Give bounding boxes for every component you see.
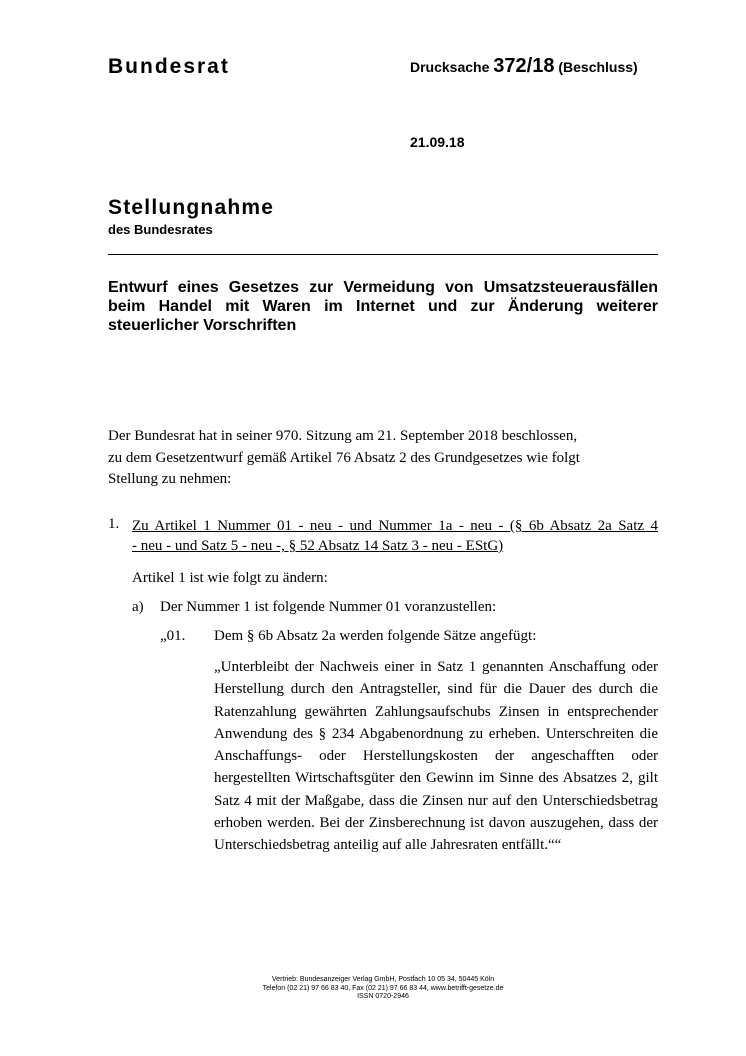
document-date: 21.09.18 [410,134,465,150]
footer-line: ISSN 0720-2946 [357,993,409,1001]
item-heading-line: Zu Artikel 1 Nummer 01 - neu - und Nummer 1a - neu - (§ 6b Absatz 2a Satz 4 [132,518,658,534]
intro-line: Der Bundesrat hat in seiner 970. Sitzung am 21. September 2018 beschlossen, [108,428,578,444]
item-heading [132,516,658,556]
nummer-label: „01. [160,628,186,644]
nummer-text: Dem § 6b Absatz 2a werden folgende Sätze angefügt: [214,628,537,644]
organization-name: Bundesrat [108,55,230,78]
sub-item-text: Der Nummer 1 ist folgende Nummer 01 voranzustellen: [160,599,497,615]
footer-line: Telefon (02 21) 97 66 83 40, Fax (02 21) 97 66 83 44, www.betrifft-gesetze.de [262,984,504,992]
intro-line: Stellung zu nehmen: [108,471,232,487]
item-intro: Artikel 1 ist wie folgt zu ändern: [132,570,328,586]
item-number: 1. [108,516,120,532]
document-type: Stellungnahme [108,196,275,219]
drucksache-number: 372/18 [493,55,555,77]
document-subject: Entwurf eines Gesetzes zur Vermeidung von Umsatzsteuerausfällen beim Handel mit Waren im Internet und zur Änderung weiterer steuerlicher Vorschriften [108,279,658,334]
drucksache-label [410,55,638,78]
horizontal-rule [108,254,658,255]
quoted-amendment-text: „Unterbleibt der Nachweis einer in Satz 1 genannten Anschaffung oder Herstellung durch den Antragsteller, sind für die Dauer des durch die Ratenzahlung gewährten Zahlungsaufschubs Zinsen in entsprechender Anwendung des § 234 Abgabenordnung zu erheben. Unterschreiten die Anschaffungs- oder Herstellungskosten der angeschafften oder hergestellten Wirtschaftsgüter den Gewinn im Sinne des Absatzes 2, gilt Satz 4 mit der Maßgabe, dass die Zinsen nur auf den Unterschiedsbetrag erhoben werden. Bei der Zinsberechnung ist davon auszugehen, dass der Unterschiedsbetrag anteilig auf alle Jahresraten entfällt.““ [214,659,658,854]
item-heading-line: - neu - und Satz 5 - neu -, § 52 Absatz 14 Satz 3 - neu - EStG) [132,538,504,554]
footer-line: Vertrieb: Bundesanzeiger Verlag GmbH, Postfach 10 05 34, 50445 Köln [271,976,495,983]
drucksache-prefix: Drucksache [410,59,490,75]
drucksache-suffix: (Beschluss) [558,59,638,75]
document-subtitle: des Bundesrates [108,222,213,237]
sub-item-label: a) [132,599,144,615]
intro-line: zu dem Gesetzentwurf gemäß Artikel 76 Absatz 2 des Grundgesetzes wie folgt [108,449,580,466]
footer [0,976,746,1002]
intro-paragraph [108,426,658,491]
